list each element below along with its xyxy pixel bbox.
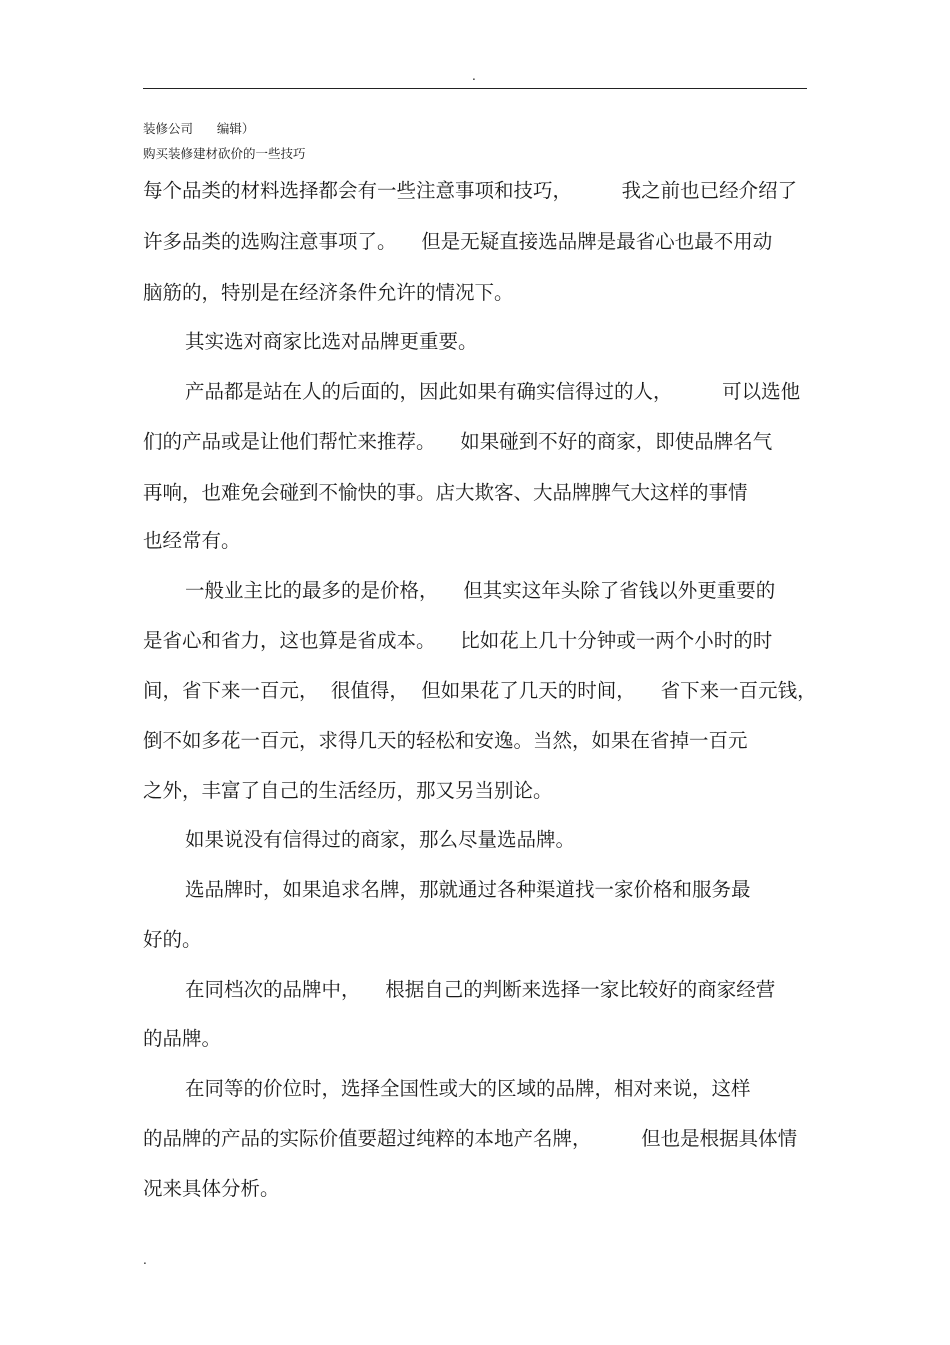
body-line: 在同档次的品牌中， 根据自己的判断来选择一家比较好的商家经营 [185, 978, 776, 1001]
body-line: 是省心和省力，这也算是省成本。 比如花上几十分钟或一两个小时的时 [143, 629, 773, 652]
body-line: 如果说没有信得过的商家，那么尽量选品牌。 [185, 828, 576, 851]
body-line: 好的。 [143, 928, 202, 951]
body-line: 产品都是站在人的后面的，因此如果有确实信得过的人， 可以选他 [185, 380, 801, 403]
body-line: 之外，丰富了自己的生活经历，那又另当别论。 [143, 779, 553, 802]
header-marker: . [472, 69, 476, 83]
body-line: 脑筋的，特别是在经济条件允许的情况下。 [143, 281, 514, 304]
body-line: 们的产品或是让他们帮忙来推荐。 如果碰到不好的商家，即使品牌名气 [143, 430, 773, 453]
body-line: 的品牌。 [143, 1027, 222, 1050]
body-line: 倒不如多花一百元，求得几天的轻松和安逸。当然，如果在省掉一百元 [143, 729, 748, 752]
header-rule [143, 88, 807, 89]
footer-marker: . [143, 1253, 147, 1267]
body-line: 的品牌的产品的实际价值要超过纯粹的本地产名牌， 但也是根据具体情 [143, 1127, 798, 1150]
body-line: 再响，也难免会碰到不愉快的事。店大欺客、大品牌脾气大这样的事情 [143, 481, 748, 504]
body-line: 也经常有。 [143, 529, 241, 552]
body-line: 在同等的价位时，选择全国性或大的区域的品牌，相对来说，这样 [185, 1077, 751, 1100]
body-line: 选品牌时，如果追求名牌，那就通过各种渠道找一家价格和服务最 [185, 878, 751, 901]
body-line: 况来具体分析。 [143, 1177, 280, 1200]
article-title: 购买装修建材砍价的一些技巧 [143, 146, 306, 161]
meta-source-line: 装修公司 编辑） [143, 121, 255, 136]
body-line: 其实选对商家比选对品牌更重要。 [185, 330, 478, 353]
body-line: 一般业主比的最多的是价格， 但其实这年头除了省钱以外更重要的 [185, 579, 776, 602]
body-line: 间，省下来一百元， 很值得， 但如果花了几天的时间， 省下来一百元钱， [143, 679, 817, 702]
body-line: 许多品类的选购注意事项了。 但是无疑直接选品牌是最省心也最不用动 [143, 230, 773, 253]
body-line: 每个品类的材料选择都会有一些注意事项和技巧， 我之前也已经介绍了 [143, 179, 798, 202]
